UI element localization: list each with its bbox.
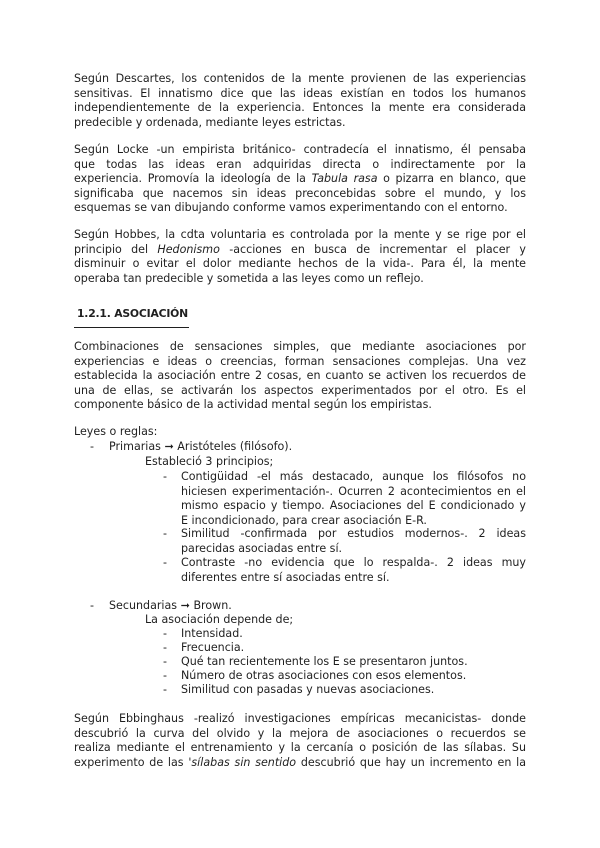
list-dash: -: [163, 683, 168, 696]
list-dash: -: [90, 599, 95, 612]
text-line: operaba tan predecible y sometida a las leyes como un reflejo.: [74, 271, 424, 285]
list-dash: -: [163, 527, 168, 540]
text-line: Según Hobbes, la cdta voluntaria es controlada por la mente y se rige por el: [74, 228, 526, 241]
list-item-similitud: [181, 527, 526, 556]
text-line: Contigüidad -el más destacado, aunque los filósofos no: [181, 470, 526, 483]
list-dash: -: [163, 556, 168, 569]
text-line: descubrió la curva del olvido y la mejora de asociaciones o recuerdos se: [74, 726, 526, 740]
text-segment: o pizarra en blanco, que: [377, 172, 526, 186]
text-segment: -acciones en busca de incrementar el placer y: [219, 242, 526, 256]
laws-intro: Leyes o reglas:: [74, 425, 158, 438]
list-item-numero: Número de otras asociaciones con esos elementos.: [181, 669, 467, 682]
text-segment: principio del: [74, 242, 158, 256]
paragraph-hobbes: [74, 228, 526, 286]
text-line: [74, 756, 526, 771]
text-line: una de ellas, se activarán los aspectos experimentados por el otro. Es el: [74, 383, 526, 397]
text-segment: experimento de las ': [74, 755, 192, 769]
heading-underline: [74, 327, 189, 328]
text-line: independientemente de la experiencia. Entonces la mente era considerada: [74, 101, 526, 115]
text-line: Según Ebbinghaus -realizó investigaciones empíricas mecanicistas- donde: [74, 712, 526, 725]
list-dash: -: [163, 470, 168, 483]
text-line: diferentes entre sí asociadas entre sí.: [181, 570, 390, 584]
list-item-intensidad: Intensidad.: [181, 627, 243, 640]
text-line: establecida la asociación entre 2 cosas, en cuanto se activen los recuerdos de: [74, 369, 526, 383]
text-line: Similitud -confirmada por estudios modernos-. 2 ideas: [181, 527, 526, 540]
text-line: sensitivas. El innatismo dice que las ideas existían en todos los humanos: [74, 86, 526, 100]
paragraph-locke: [74, 143, 526, 216]
text-line: experiencias e ideas o creencias, forman sensaciones complejas. Una vez: [74, 354, 526, 368]
list-dash: -: [90, 440, 95, 453]
list-item-recencia: Qué tan recientemente los E se presentaron juntos.: [181, 655, 468, 668]
text-line: predecible y ordenada, mediante leyes estrictas.: [74, 115, 346, 129]
text-line: mismo espacio y tiempo. Asociaciones del E condicionado y: [181, 499, 526, 513]
text-line: Según Descartes, los contenidos de la mente provienen de las experiencias: [74, 72, 526, 85]
secundarias-label: Secundarias ➞ Brown.: [109, 599, 232, 612]
text-line: hiciesen experimentación-. Ocurren 2 acontecimientos en el: [181, 484, 526, 498]
list-dash: -: [163, 655, 168, 668]
text-line: significaba que nacemos sin ideas preconcebidas sobre el mundo, y los: [74, 186, 526, 200]
list-item-frecuencia: Frecuencia.: [181, 641, 245, 654]
list-dash: -: [163, 641, 168, 654]
list-item-contraste: [181, 556, 526, 585]
text-line: Combinaciones de sensaciones simples, que mediante asociaciones por: [74, 340, 526, 353]
paragraph-descartes: [74, 72, 526, 130]
text-segment: experiencia. Promovía la ideología de la: [74, 172, 312, 186]
text-line: Según Locke -un empirista británico- contradecía el innatismo, él pensaba: [74, 143, 526, 156]
text-line: esquemas se van dibujando conforme vamos experimentando con el entorno.: [74, 201, 508, 215]
text-line: [74, 172, 526, 187]
text-line: E incondicionado, para crear asociación E-R.: [181, 513, 427, 527]
list-item-similitud-secundaria: Similitud con pasadas y nuevas asociaciones.: [181, 683, 435, 696]
text-line: [74, 243, 526, 258]
list-item-contiguidad: [181, 470, 526, 528]
text-line: parecidas asociadas entre sí.: [181, 541, 343, 555]
italic-term-silabas: sílabas sin sentido: [191, 755, 297, 769]
text-line: Contraste -no evidencia que lo respalda-. 2 ideas muy: [181, 556, 526, 569]
text-line: componente básico de la actividad mental según los empiristas.: [74, 398, 432, 412]
list-dash: -: [163, 669, 168, 682]
text-segment: descubrió que hay un incremento en la: [296, 755, 526, 769]
section-heading: 1.2.1. ASOCIACIÓN: [77, 307, 188, 320]
italic-term-tabula-rasa: Tabula rasa: [311, 172, 378, 186]
secundarias-sub-intro: La asociación depende de;: [145, 613, 294, 626]
list-dash: -: [163, 627, 168, 640]
primarias-sub-intro: Estableció 3 principios;: [145, 455, 274, 468]
text-line: que todas las ideas eran adquiridas directa o indirectamente por la: [74, 157, 526, 171]
paragraph-asociacion: [74, 340, 526, 413]
paragraph-ebbinghaus: [74, 712, 526, 770]
text-line: realiza mediante el entrenamiento y la cercanía o posición de las sílabas. Su: [74, 741, 526, 755]
text-line: disminuir o evitar el dolor mediante hechos de la vida-. Para él, la mente: [74, 257, 526, 271]
primarias-label: Primarias ➞ Aristóteles (filósofo).: [109, 440, 293, 453]
italic-term-hedonismo: Hedonismo: [157, 242, 220, 256]
